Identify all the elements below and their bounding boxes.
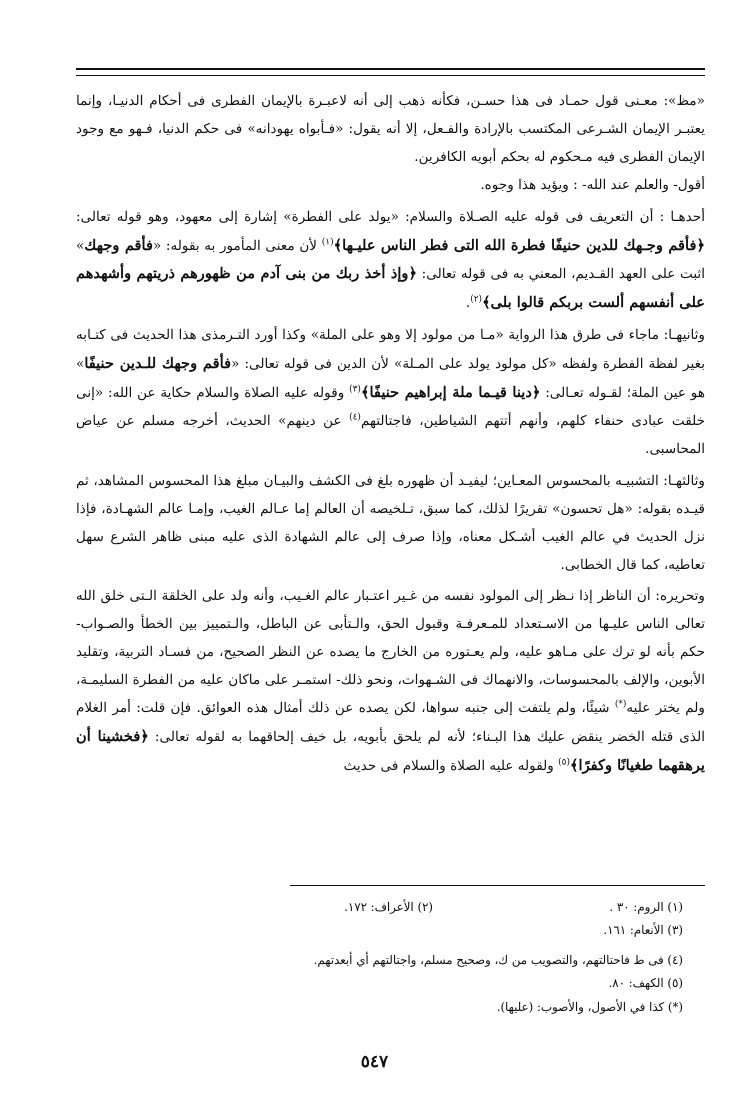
quran-quote: ﴿فأقم وجـهك للدين حنيفًا فطرة الله التى فطر الناس عليـها﴾ xyxy=(333,236,705,254)
footnote-1: (١) الروم: ٣٠ . xyxy=(609,900,683,914)
text-run: أحدهـا : أن التعريف فى قوله عليه الصـلاة والسلام: «يولد على الفطرة» إشارة إلى معهود، وهو قوله تعالى: xyxy=(76,208,705,225)
quran-quote: فأقم وجهك xyxy=(84,236,153,254)
footnote-ref: (١) xyxy=(321,237,334,247)
footnote-ref: (٤) xyxy=(349,412,361,423)
footnote-3: (٣) الأنعام: ١٦١. xyxy=(603,923,683,938)
footnote-4: (٤) فى ط فاحتالتهم، والتصويب من ك، وصحيح مسلم، واجتالتهم أي أبعدتهم. xyxy=(313,952,683,967)
text-run: ولقوله عليه الصلاة والسلام فى حديث xyxy=(343,757,559,774)
text-run: لأن معنى المأمور به بقوله: « xyxy=(152,237,322,254)
paragraph-4 xyxy=(76,322,705,464)
footnote-ref: (٥) xyxy=(558,757,570,768)
quran-quote: ﴿دينا قيـما ملة إبراهيم حنيفًا﴾ xyxy=(360,384,541,402)
text-run: عن دينهم» الحديث، أخرجه مسلم عن عياض المحاسبى. xyxy=(76,412,705,457)
footnotes xyxy=(76,896,683,1019)
paragraph-6 xyxy=(76,583,705,780)
paragraph-2 xyxy=(76,172,705,200)
top-rule-thick xyxy=(76,68,705,70)
footnote-ref: (٣) xyxy=(349,384,361,395)
footnote-2: (٢) الأعراف: ١٧٢. xyxy=(344,900,433,914)
footnote-separator xyxy=(290,885,705,886)
paragraph-3 xyxy=(76,204,705,319)
quran-quote: ﴿وإذ أخذ ربك من بنى آدم من ظهورهم ذريتهم وأشهدهم على أنفسهم ألست بربكم قالوا بلى﴾ xyxy=(76,265,705,312)
main-text xyxy=(76,88,705,781)
quran-quote: فأقم وجهك للـدين حنيفًا xyxy=(84,355,232,373)
paragraph-5 xyxy=(76,468,705,580)
footnote-5: (٥) الكهف: ٨٠. xyxy=(608,976,683,991)
text-run: » اثبت على العهد القـديم، المعني به فى قوله تعالى: xyxy=(76,237,705,283)
text-run: » هو عين الملة؛ لقـوله تعـالى: xyxy=(76,356,705,402)
text-run: وتحريره: أن الناظر إذا نـظر إلى المولود نفسه من غـير اعتـبار عالم الغـيب، وأنه ولد على الخلقة الـتى خلق الله تعالى الناس عليـها من الاسـتعداد للمـعرفـة وقبول الحق، والـتأبى عن الباطل، والـتمييز بين الخطأ والصـواب- حكم بأنه لو ترك على مـاهو عليه، ولم يعـتوره من الخارج ما يصده عن النظر الصحيح، من فسـاد التربية، وتقليد الأبوين، والإلف بالمحسوسات، والانهماك فى الشـهوات، ونحو ذلك- استمـر على ماكان عليه من الفطرة السليمـة، ولم يختر عليه xyxy=(76,588,705,717)
text-run: . xyxy=(465,295,471,312)
footnote-ref: (*) xyxy=(614,699,627,710)
text-run: وثالثهـا: التشبيـه بالمحسوس المعـاين؛ ليفيـد أن ظهوره بلغ فى الكشف والبيـان مبلغ هذا المحسوس المشاهد، ثم قيـده بقوله: «هل تحسون» تقريرًا لذلك، كما سبق، تـلخيصه أن العالم إما عـالم الغيب، وإمـا عالم الشهـادة، فإذا نزل الحديث في عالم الغيب أشـكل معناه، وإذا صرف إلى عالم الشهادة الذى عليه مبنى ظاهر الشرع سهل تعاطيه، كما قال الخطابى. xyxy=(76,472,705,573)
top-rule-thin xyxy=(76,75,705,76)
footnote-6: (*) كذا في الأصول، والأصوب: (عليها). xyxy=(496,999,683,1014)
footnote-ref: (٢) xyxy=(470,294,483,305)
text-run: وثانيهـا: ماجاء فى طرق هذا الرواية «مـا من مولود إلا وهو على الملة» وكذا أورد التـرمذى هذا الحديث فى كتـابه بغير لفظة الفطرة ولفظه «كل مولود يولد على المـلة» لأن الدين فى قوله تعالى: « xyxy=(76,327,705,373)
footnote-row xyxy=(76,896,683,919)
text-run: «مظ»: معـنى قول حمـاد فى هذا حسـن، فكأنه ذهب إلى أنه لاعبـرة بالإيمان الفطرى فى أحكام الدنيـا، وإنما يعتبـر الإيمان الشـرعى المكتسب بالإرادة والفـعل، إلا أنه يقول: «فـأبواه يهودانه» فى حكم الدنيا، فـهو مع وجود الإيمان الفطرى فيه مـحكوم له بحكم أبويه الكافرين. xyxy=(76,93,705,165)
quran-quote: ﴿فخشينا أن يرهقهما طغيانًا وكفرًا﴾ xyxy=(76,727,705,774)
text-run: أقول- والعلم عند الله- : ويؤيد هذا وجوه. xyxy=(480,176,705,193)
text-run: وقوله عليه الصلاة والسلام حكاية عن الله: «إنى خلقت عبادى حنفاء كلهم، وأنهم أتتهم الشياطين، فاجتالتهم xyxy=(76,385,706,429)
text-run: شيئًا، ولم يلتفت إلى جنبه سواها، لكن يصده عن ذلك أمثال هذه العوائق. فإن قلت: أمر الغلام الذى قتله الخضر ينقض عليك هذا البـناء؛ لأنه لم يلحق بأبويه، بل خيف إلحاقهما به لقوله تعالى: xyxy=(76,700,705,745)
page-number: ٥٤٧ xyxy=(360,1052,389,1072)
paragraph-1 xyxy=(76,88,705,172)
